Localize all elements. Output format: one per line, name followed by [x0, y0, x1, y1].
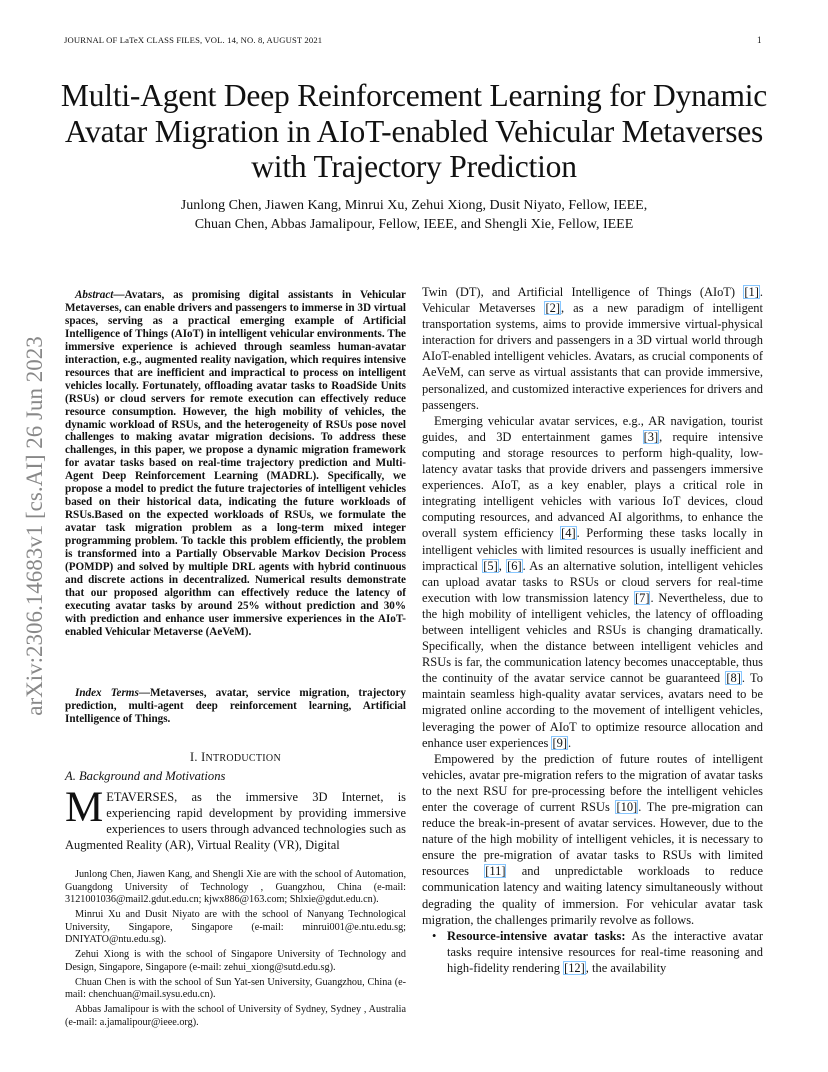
text-run: As the interactive avatar tasks require intensive resources for real-time reasoning and high-fidelity rendering	[447, 928, 763, 975]
index-terms-label: Index Terms	[75, 687, 139, 699]
text-run: , as a new paradigm of intelligent transportation systems, aims to provide immersive virtual-physical interaction for drivers and passengers in a 3D virtual world through AIoT-enabled intelligent vehicles. Avatars, as crucial components of AeVeM, can serve as virtual assistants that can provide immersive, personalized, and customized interactive experiences for drivers and passengers.	[422, 301, 763, 412]
abstract-label: Abstract	[75, 289, 114, 301]
index-terms: Index Terms—Metaverses, avatar, service migration, trajectory prediction, multi-agent deep reinforcement learning, Artificial Intelligence of Things.	[65, 687, 406, 725]
paper-title: Multi-Agent Deep Reinforcement Learning for Dynamic Avatar Migration in AIoT-enabled Vehicular Metaverses with Trajectory Prediction	[60, 78, 768, 185]
citation-link[interactable]: [3]	[643, 429, 659, 444]
footnote: Minrui Xu and Dusit Niyato are with the school of Nanyang Technological University, Singapore, Singapore (e-mail: minrui001@e.ntu.edu.sg; DNIYATO@ntu.edu.sg).	[65, 909, 406, 946]
intro-paragraph	[65, 784, 406, 853]
authors-line-1: Junlong Chen, Jiawen Kang, Minrui Xu, Zehui Xiong, Dusit Niyato, Fellow, IEEE,	[180, 198, 648, 213]
section-heading	[65, 750, 406, 765]
text-run: . The pre-migration can reduce the break-in-present of avatar services. However, due to the nature of the high mobility of intelligent vehicles, it is necessary to ensure the pre-migration of avatar tasks to RSUs with limited resources	[422, 800, 763, 879]
page-number: 1	[757, 35, 762, 45]
text-run: . Vehicular Metaverses	[422, 285, 763, 316]
citation-link[interactable]: [7]	[634, 590, 650, 605]
author-list	[60, 196, 768, 234]
text-run: , the availability	[585, 960, 667, 975]
section-title-initial: I	[201, 750, 206, 764]
affiliation-footnotes	[65, 869, 406, 1032]
citation-link[interactable]: [10]	[616, 800, 638, 814]
subsection-heading: A. Background and Motivations	[65, 769, 226, 783]
abstract-text: Avatars, as promising digital assistants in Vehicular Metaverses, can enable drivers and passengers to immerse in 3D virtual spaces, serving as a practical emerging example of Artificial Intelligence of Things (AIoT) in intelligent vehicular environments. The immersive experience is achieved through seamless human-avatar interaction, e.g., augmented reality navigation, which requires intensive resources that are inefficient and impractical to process on intelligent vehicles locally. Fortunately, offloading avatar tasks to RoadSide Units (RSUs) or cloud servers for remote execution can effectively reduce resource consumption. However, the high mobility of vehicles, the dynamic workload of RSUs, and the heterogeneity of RSUs pose novel challenges to making avatar migration decisions. To address these challenges, in this paper, we propose a dynamic migration framework for avatar tasks based on real-time trajectory prediction and Multi-Agent Deep Reinforcement Learning (MADRL). Specifically, we propose a model to predict the future trajectories of intelligent vehicles based on their historical data, indicating the future workloads of RSUs.Based on the expected workloads of RSUs, we formulate the avatar task migration problem as a long-term mixed integer programming problem. To tackle this problem efficiently, the problem is transformed into a Partially Observable Markov Decision Process (POMDP) and solved by multiple DRL agents with hybrid continuous and discrete actions in decentralized. Numerical results demonstrate that our proposed algorithm can effectively reduce the latency of executing avatar tasks by around 25% without prediction and 30% with prediction and enhance user immersive experiences in the AIoT-enabled Vehicular Metaverse (AeVeM).	[65, 289, 406, 638]
arxiv-stamp-text: arXiv:2306.14683v1 [cs.AI] 26 Jun 2023	[22, 336, 47, 716]
index-terms-text: Metaverses, avatar, service migration, trajectory prediction, multi-agent deep reinforcement learning, Artificial Intelligence of Things.	[65, 687, 406, 725]
abstract: Abstract—Avatars, as promising digital assistants in Vehicular Metaverses, can enable drivers and passengers to immerse in 3D virtual spaces, serving as a practical emerging example of Artificial Intelligence of Things (AIoT) in intelligent vehicular environments. The immersive experience is achieved through seamless human-avatar interaction, e.g., augmented reality navigation, which requires intensive resources that are inefficient and impractical to process on intelligent vehicles locally. Fortunately, offloading avatar tasks to RoadSide Units (RSUs) or cloud servers for remote execution can effectively reduce resource consumption. However, the high mobility of vehicles, the dynamic workload of RSUs, and the heterogeneity of RSUs pose novel challenges to making avatar migration decisions. To address these challenges, in this paper, we propose a dynamic migration framework for avatar tasks based on real-time trajectory prediction and Multi-Agent Deep Reinforcement Learning (MADRL). Specifically, we propose a model to predict the future trajectories of intelligent vehicles based on their historical data, indicating the future workloads of RSUs.Based on the expected workloads of RSUs, we formulate the avatar task migration problem as a long-term mixed integer programming problem. To tackle this problem efficiently, the problem is transformed into a Partially Observable Markov Decision Process (POMDP) and solved by multiple DRL agents with hybrid continuous and discrete actions in decentralized. Numerical results demonstrate that our proposed algorithm can effectively reduce the latency of executing avatar tasks by around 25% without prediction and 30% with prediction and enhance user immersive experiences in the AIoT-enabled Vehicular Metaverse (AeVeM).	[65, 289, 406, 638]
text-run: . To maintain seamless high-quality avatar services, avatars need to be migrated online according to the movement of intelligent vehicles, leveraging the power of AIoT to optimize resource allocation and enhance user experiences	[422, 671, 763, 750]
section-number: I.	[190, 750, 198, 764]
intro-text: , as the immersive 3D Internet, is experiencing rapid development by providing immersive experiences to users through advanced technologies such as Augmented Reality (AR), Virtual Reality (VR), Digital	[65, 790, 406, 853]
right-column-body	[422, 284, 763, 976]
running-head: JOURNAL OF LaTeX CLASS FILES, VOL. 14, NO. 8, AUGUST 2021	[64, 35, 323, 45]
drop-cap: M	[65, 784, 104, 831]
citation-link[interactable]: [8]	[726, 671, 741, 686]
section-title-rest: NTRODUCTION	[205, 753, 281, 764]
text-run: . Performing these tasks locally in intelligent vehicles with limited resources is usually inefficient and impractical	[422, 526, 763, 573]
intro-first-word: ETAVERSES	[106, 790, 175, 804]
text-run: .	[568, 735, 572, 750]
citation-link[interactable]: [4]	[561, 526, 576, 541]
bullet-label: Resource-intensive avatar tasks:	[447, 928, 626, 943]
footnote: Zehui Xiong is with the school of Singapore University of Technology and Design, Singapore, Singapore (e-mail: zehui_xiong@sutd.edu.sg).	[65, 949, 406, 973]
text-run: . As an alternative solution, intelligent vehicles can upload avatar tasks to RSUs or cloud servers for real-time execution with low transmission latency	[422, 558, 763, 605]
text-run: . Nevertheless, due to the high mobility of intelligent vehicles, the latency of offloading between intelligent vehicles and RSUs is changing dramatically. Specifically, when the distance between intelligent vehicles and RSUs is far, the communication latency becomes unacceptable, thus the continuity of the avatar service cannot be guaranteed	[422, 590, 764, 686]
citation-link[interactable]: [1]	[744, 285, 759, 299]
citation-link[interactable]: [5]	[483, 558, 498, 573]
arxiv-stamp	[22, 296, 48, 756]
paragraph	[422, 413, 763, 751]
text-run: Empowered by the prediction of future routes of intelligent vehicles, avatar pre-migration refers to the migration of avatar tasks to the next RSU for pre-processing before the intelligent vehicles enter the coverage of current RSUs	[422, 751, 763, 814]
citation-link[interactable]: [2]	[545, 301, 560, 316]
citation-link[interactable]: [6]	[507, 558, 522, 573]
footnote: Junlong Chen, Jiawen Kang, and Shengli Xie are with the school of Automation, Guangdong University of Technology , Guangzhou, China (e-mail: 3121001036@mail2.gdut.edu.cn; kjwx886@163.com; Shlxie@gdut.edu.cn).	[65, 869, 406, 906]
citation-link[interactable]: [12]	[564, 960, 585, 975]
text-run: Twin (DT), and Artificial Intelligence of Things (AIoT)	[422, 285, 744, 299]
bullet-marker: •	[432, 928, 437, 943]
citation-link[interactable]: [11]	[485, 864, 506, 879]
paragraph	[422, 284, 763, 413]
text-run: , require intensive computing and storage resources to perform high-quality, low-latency avatar tasks that provide drivers and passengers immersive experiences. AIoT, as a key enabler, plays a critical role in integrating intelligent vehicles with various IoT devices, cloud computing resources, and advanced AI algorithms, to enhance the overall system efficiency	[422, 429, 763, 541]
bullet-item	[422, 928, 763, 976]
citation-link[interactable]: [9]	[552, 735, 567, 750]
paragraph	[422, 751, 763, 928]
text-run: and unpredictable workloads to reduce communication latency and waiting latency simultaneously without degrading the quality of immersion. For vehicular avatar task migration, the challenges primarily revolve as follows.	[422, 864, 763, 927]
footnote: Abbas Jamalipour is with the school of University of Sydney, Sydney , Australia (e-mail: a.jamalipour@ieee.org).	[65, 1004, 406, 1029]
text-run: Emerging vehicular avatar services, e.g., AR navigation, tourist guides, and 3D entertainment games	[422, 413, 763, 444]
authors-line-2: Chuan Chen, Abbas Jamalipour, Fellow, IEEE, and Shengli Xie, Fellow, IEEE	[194, 217, 634, 232]
footnote: Chuan Chen is with the school of Sun Yat-sen University, Guangzhou, China (e-mail: chenchuan@mail.sysu.edu.cn).	[65, 976, 406, 1001]
text-run: ,	[498, 558, 507, 573]
